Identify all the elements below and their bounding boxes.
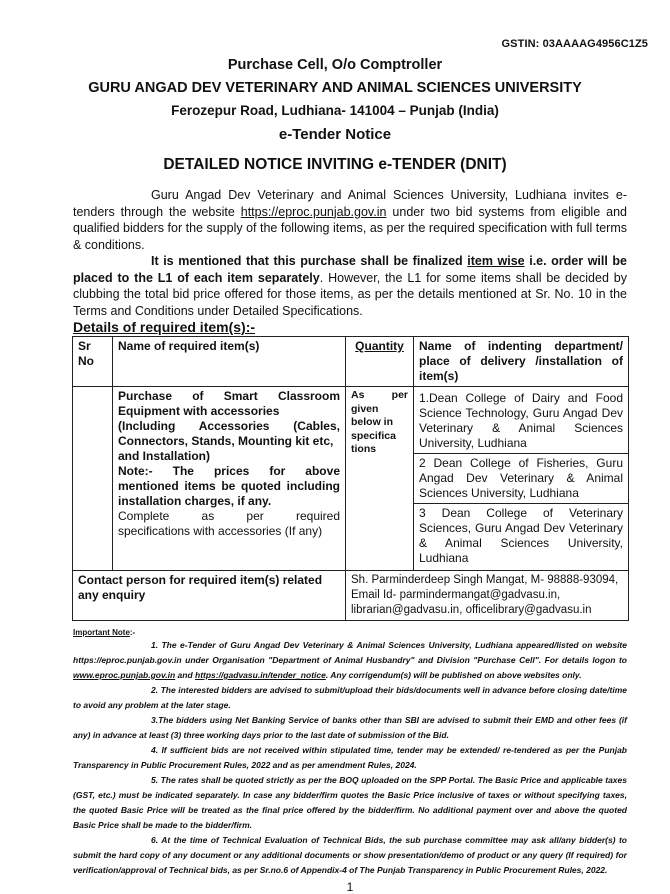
page-title: DETAILED NOTICE INVITING e-TENDER (DNIT) bbox=[163, 156, 507, 173]
details-heading: Details of required item(s):- bbox=[73, 319, 256, 335]
note-2 bbox=[73, 683, 627, 713]
row-departments bbox=[414, 387, 629, 571]
important-note-suffix: :- bbox=[129, 628, 136, 637]
header-sr-no: Sr No bbox=[73, 337, 113, 387]
note-2-text: 2. The interested bidders are advised to submit/upload their bids/documents well in advance before closing date/time to avoid any problem at the later stage. bbox=[73, 685, 627, 710]
item-wise-emphasis: item wise bbox=[467, 254, 525, 268]
contact-email-1[interactable]: Email Id- parmindermangat@gadvasu.in, bbox=[351, 589, 561, 601]
notice-type: e-Tender Notice bbox=[278, 126, 392, 143]
item-name-line-3: (Including Accessories (Cables, bbox=[118, 419, 340, 433]
note-3-text: 3.The bidders using Net Banking Service of banks other than SBI are advised to submit their EMD and other fees (if any) in advance at least (3) three working days prior to the last date of submission of the Bid. bbox=[73, 715, 627, 740]
contact-email-2[interactable]: librarian@gadvasu.in, officelibrary@gadvasu.in bbox=[351, 604, 592, 616]
note-1-and: and bbox=[175, 670, 196, 680]
note-6 bbox=[73, 833, 627, 878]
note-5 bbox=[73, 773, 627, 833]
note-1 bbox=[73, 638, 627, 683]
contact-label: Contact person for required item(s) related any enquiry bbox=[73, 571, 346, 621]
table-row bbox=[73, 387, 629, 571]
item-note-line-1: Note:- The prices for above bbox=[118, 464, 340, 478]
page-number: 1 bbox=[346, 880, 354, 894]
header-department: Name of indenting department/ place of delivery /installation of item(s) bbox=[414, 337, 629, 387]
row-item-name bbox=[113, 387, 346, 571]
intro-text-2: under two bid systems from eligible and qualified bidders for the supply of the following items, as per the required specification with full terms & conditions. bbox=[73, 204, 627, 252]
item-complete-line-2: specifications with accessories (If any) bbox=[118, 524, 323, 538]
header-item-name: Name of required item(s) bbox=[113, 337, 346, 387]
university-address: Ferozepur Road, Ludhiana- 141004 – Punjab (India) bbox=[171, 103, 499, 118]
contact-details bbox=[346, 571, 629, 621]
item-name-line-4: Connectors, Stands, Mounting kit etc, and Installation) bbox=[118, 434, 334, 463]
item-complete-line-1: Complete as per required bbox=[118, 509, 340, 523]
items-table bbox=[72, 336, 629, 621]
gstin-number: GSTIN: 03AAAAG4956C1Z5 bbox=[501, 38, 648, 50]
eproc-www-link[interactable]: www.eproc.punjab.gov.in bbox=[73, 670, 176, 680]
document-body bbox=[73, 187, 627, 894]
finalization-bold-2: i.e. order will be placed to the L1 of each item separately bbox=[73, 254, 627, 285]
note-1-tail: . Any corrigendum(s) will be published on above websites only. bbox=[325, 670, 582, 680]
row-quantity bbox=[346, 387, 414, 571]
office-name: Purchase Cell, O/o Comptroller bbox=[227, 57, 443, 73]
department-1: 1.Dean College of Dairy and Food Science Technology, Guru Angad Dev Veterinary & Animal Sciences University, Ludhiana bbox=[414, 389, 628, 454]
important-note-title: Important Note bbox=[73, 628, 130, 637]
intro-paragraph bbox=[73, 187, 627, 253]
header-quantity: Quantity bbox=[355, 339, 404, 353]
important-note-heading bbox=[73, 627, 627, 638]
department-3: 3 Dean College of Veterinary Sciences, Guru Angad Dev Veterinary & Animal Sciences University, Ludhiana bbox=[419, 506, 623, 565]
note-3 bbox=[73, 713, 627, 743]
intro-text-1: Guru Angad Dev Veterinary and Animal Sciences University, Ludhiana invites e-tenders through the website bbox=[73, 188, 627, 219]
note-4 bbox=[73, 743, 627, 773]
note-1-text: 1. The e-Tender of Guru Angad Dev Veterinary & Animal Sciences University, Ludhiana appeared/listed on website https://eproc.punjab.gov.in under Organisation "Department of Animal Husbandry" and Division "Purchase Cell". For details logon to bbox=[73, 640, 627, 665]
note-4-text: 4. If sufficient bids are not received within stipulated time, tender may be extended/ re-tendered as per the Punjab Transparency in Public Procurement Rules, 2022 and as per amendment Rules, 2024. bbox=[73, 745, 627, 770]
finalization-bold-1: It is mentioned that this purchase shall be finalized bbox=[151, 254, 468, 268]
finalization-paragraph bbox=[73, 253, 627, 319]
contact-row bbox=[73, 571, 629, 621]
important-notes-list bbox=[73, 638, 627, 878]
gadvasu-tender-link[interactable]: https://gadvasu.in/tender_notice bbox=[195, 670, 326, 680]
quantity-line-1: As per bbox=[351, 389, 408, 401]
row-sr-no bbox=[73, 387, 113, 571]
finalization-text: . However, the L1 for some items shall be decided by clubbing the total bid price offered for those items, as per the details mentioned at Sr. No. 10 in the Terms and Conditions under Detailed Specifications. bbox=[73, 270, 627, 318]
table-header-row bbox=[73, 337, 629, 387]
note-5-text: 5. The rates shall be quoted strictly as per the BOQ uploaded on the SPP Portal. The Basic Price and applicable taxes (GST, etc.) must be indicated separately. In case any bidder/firm quotes the Basic Price inclusive of taxes or without specifying taxes, the quoted Basic Price will be treated as the final price offered by the bidder/firm. No additional payment over and above the quoted Basic Price shall be made to the bidder/firm. bbox=[73, 775, 627, 830]
note-6-text: 6. At the time of Technical Evaluation of Technical Bids, the sub purchase committee may ask all/any bidder(s) to submit the hard copy of any document or any additional documents or show presentation/demo of product or any query (If required) for verification/approval of Technical bids, as per Sr.no.6 of Appendix-4 of The Punjab Transparency in Public Procurement Rules, 2022. bbox=[73, 835, 627, 875]
department-2: 2 Dean College of Fisheries, Guru Angad Dev Veterinary & Animal Sciences University, Ludhiana bbox=[414, 454, 628, 504]
item-name-line-1: Purchase of Smart Classroom bbox=[118, 389, 340, 403]
item-name-line-2: Equipment with accessories bbox=[118, 404, 280, 418]
quantity-line-2: given below in specifica tions bbox=[351, 402, 396, 455]
eproc-link[interactable]: https://eproc.punjab.gov.in bbox=[240, 204, 387, 219]
university-name: GURU ANGAD DEV VETERINARY AND ANIMAL SCIENCES UNIVERSITY bbox=[88, 80, 582, 96]
contact-name-phone: Sh. Parminderdeep Singh Mangat, M- 98888-93094, bbox=[351, 574, 619, 586]
item-note-line-2: mentioned items be quoted including installation charges, if any. bbox=[118, 479, 340, 508]
